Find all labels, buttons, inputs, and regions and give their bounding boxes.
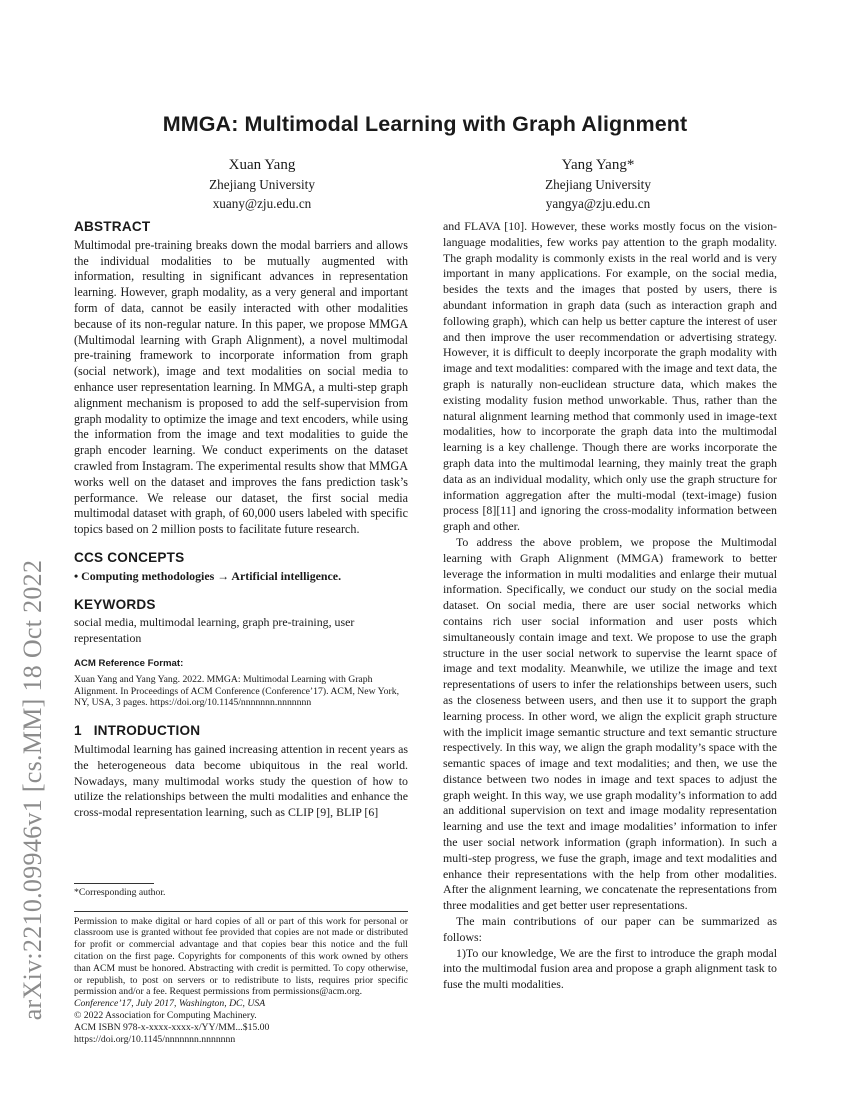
doi-text: https://doi.org/10.1145/nnnnnnn.nnnnnnn — [74, 1033, 236, 1045]
author-affiliation: Zhejiang University — [545, 177, 651, 192]
author-name: Xuan Yang — [228, 157, 296, 173]
footnote-text: *Corresponding author. — [74, 886, 166, 898]
arxiv-stamp — [10, 295, 56, 1021]
acm-reference-heading: ACM Reference Format: — [74, 657, 184, 669]
permission-rule — [74, 911, 408, 912]
author-block — [132, 156, 392, 213]
footnote-rule — [74, 883, 154, 884]
intro-paragraph: To address the above problem, we propose the Multimodal learning with Graph Alignment (MMGA) framework to better leverage the information in multi modalities and enlarge their mutual information. Specifically, we conduct our study on the social media dataset. On social media, there are user social networks which contains rich user social information and user posts which simultaneously contain image and text. We propose to use the graph structure in the user social network to supervise the learnt space of image and text modality. Meanwhile, we utilize the image and text representations of users to infer the relationships between users, such as the closeness between users, and then use it to support the graph learning process. In other word, we align the explicit graph structure with the implicit image semantic structure and text semantic structure respectively. In this way, we align the graph modality’s space with the semantic spaces of image and text modalities; and then, we use the distance between two nodes in image and text spaces to adjust the graph weight. In this way, we use graph modality’s information to add an additional supervision on text and image modality representation learning and use the text and image modalities’ information to infer the user social network information (graph information). In such a multi-step progress, we fuse the graph, image and text modalities and enhance their representations with the help from other modalities. After the alignment learning, we concatenate the representations from three modalities and get better user representations. — [443, 534, 777, 913]
acm-reference-text: Xuan Yang and Yang Yang. 2022. MMGA: Multimodal Learning with Graph Alignment. In Proceedings of ACM Conference (Conference’17). ACM, New York, NY, USA, 3 pages. https://doi.org/10.1145/nnnnnnn.nnnnnnn — [74, 673, 400, 709]
permission-text: Permission to make digital or hard copies of all or part of this work for personal or classroom use is granted without fee provided that copies are not made or distributed for profit or commercial advantage and that copies bear this notice and the full citation on the first page. Copyrights for components of this work owned by others than ACM must be honored. Abstracting with credit is permitted. To copy otherwise, or republish, to post on servers or to redistribute to lists, requires prior specific permission and/or a fee. Request permissions from permissions@acm.org. — [74, 915, 408, 998]
abstract-text: Multimodal pre-training breaks down the modal barriers and allows the individual modalities to be mutually augmented with information, resulting in significant advances in representation learning. However, graph modality, as a very general and important form of data, cannot be easily interacted with other modalities because of its non-regular nature. In this paper, we propose MMGA (Multimodal learning with Graph Alignment), a novel multimodal pre-training framework to incorporate information from graph (social network), image and text modalities on social media to enhance user representation learning. In MMGA, a multi-step graph alignment mechanism is proposed to add the self-supervision from graph modality to optimize the image and text encoders, while using the information from the image and text modalities to guide the graph encoder learning. We conduct experiments on the dataset crawled from Instagram. The experimental results show that MMGA works well on the dataset and improves the fans prediction task’s performance. We release our dataset, the first social media multimodal dataset with graph, of 60,000 users labeled with specific topics based on 2 million posts to facilitate future research. — [74, 237, 408, 537]
author-email: yangya@zju.edu.cn — [545, 196, 651, 211]
arxiv-stamp-text: arXiv:2210.09946v1 [cs.MM] 18 Oct 2022 — [18, 559, 47, 1021]
author-name: Yang Yang* — [561, 157, 635, 173]
copyright-text: © 2022 Association for Computing Machinery. — [74, 1010, 257, 1022]
intro-paragraph: and FLAVA [10]. However, these works mostly focus on the vision-language modalities, few works pay attention to the graph modality. The graph modality is commonly exists in the real world and is very important in many applications. For example, on the social media, besides the texts and the images that posted by users, there is abundant information in graph data (such as interaction graph and following graph), which can help us better capture the interest of user and then improve the user recommendation or advertising strategy. However, it is difficult to deeply incorporate the graph modality with image and text modalities: compared with the image and text data, the graph is naturally non-euclidean structure data, which makes the existing modality fusion method unworkable. Thus, rather than the natural alignment learning method that commonly used in image-text modalities, how to incorporate the graph data into the multimodal learning is a key challenge. Though there are works incorporate the graph data into the multimodal learning, they mainly treat the graph data as an individual modality, which only use the graph structure for information aggregation after the multi-modal (text-image) fusion process [8][11] and ignoring the cross-modality information between graph and other. — [443, 219, 777, 534]
author-affiliation: Zhejiang University — [209, 177, 315, 192]
ccs-heading: CCS CONCEPTS — [74, 549, 185, 565]
intro-paragraph: 1)To our knowledge, We are the first to introduce the graph modal into the multimodal fusion area and propose a graph alignment task to fuse the multi modalities. — [443, 945, 777, 992]
intro-paragraph: The main contributions of our paper can be summarized as follows: — [443, 914, 777, 944]
keywords-text: social media, multimodal learning, graph pre-training, user representation — [74, 615, 355, 646]
author-block — [468, 156, 728, 213]
introduction-heading: 1 INTRODUCTION — [74, 723, 201, 739]
left-column — [74, 219, 408, 1045]
abstract-heading: ABSTRACT — [74, 219, 151, 234]
conference-text: Conference’17, July 2017, Washington, DC, USA — [74, 998, 266, 1010]
isbn-text: ACM ISBN 978-x-xxxx-xxxx-x/YY/MM...$15.00 — [74, 1021, 270, 1033]
keywords-heading: KEYWORDS — [74, 596, 156, 612]
author-email: xuany@zju.edu.cn — [212, 196, 312, 211]
right-column — [443, 219, 777, 993]
introduction-text: Multimodal learning has gained increasing attention in recent years as the heterogeneous data become ubiquitous in the real world. Nowadays, many multimodal works study the question of how to utilize the relationships between the multi modalities and enhance the cross-modal representation learning, such as CLIP [9], BLIP [6] — [74, 741, 408, 820]
paper-title: MMGA: Multimodal Learning with Graph Alignment — [162, 112, 688, 136]
ccs-text: • Computing methodologies → Artificial intelligence. — [74, 568, 342, 583]
